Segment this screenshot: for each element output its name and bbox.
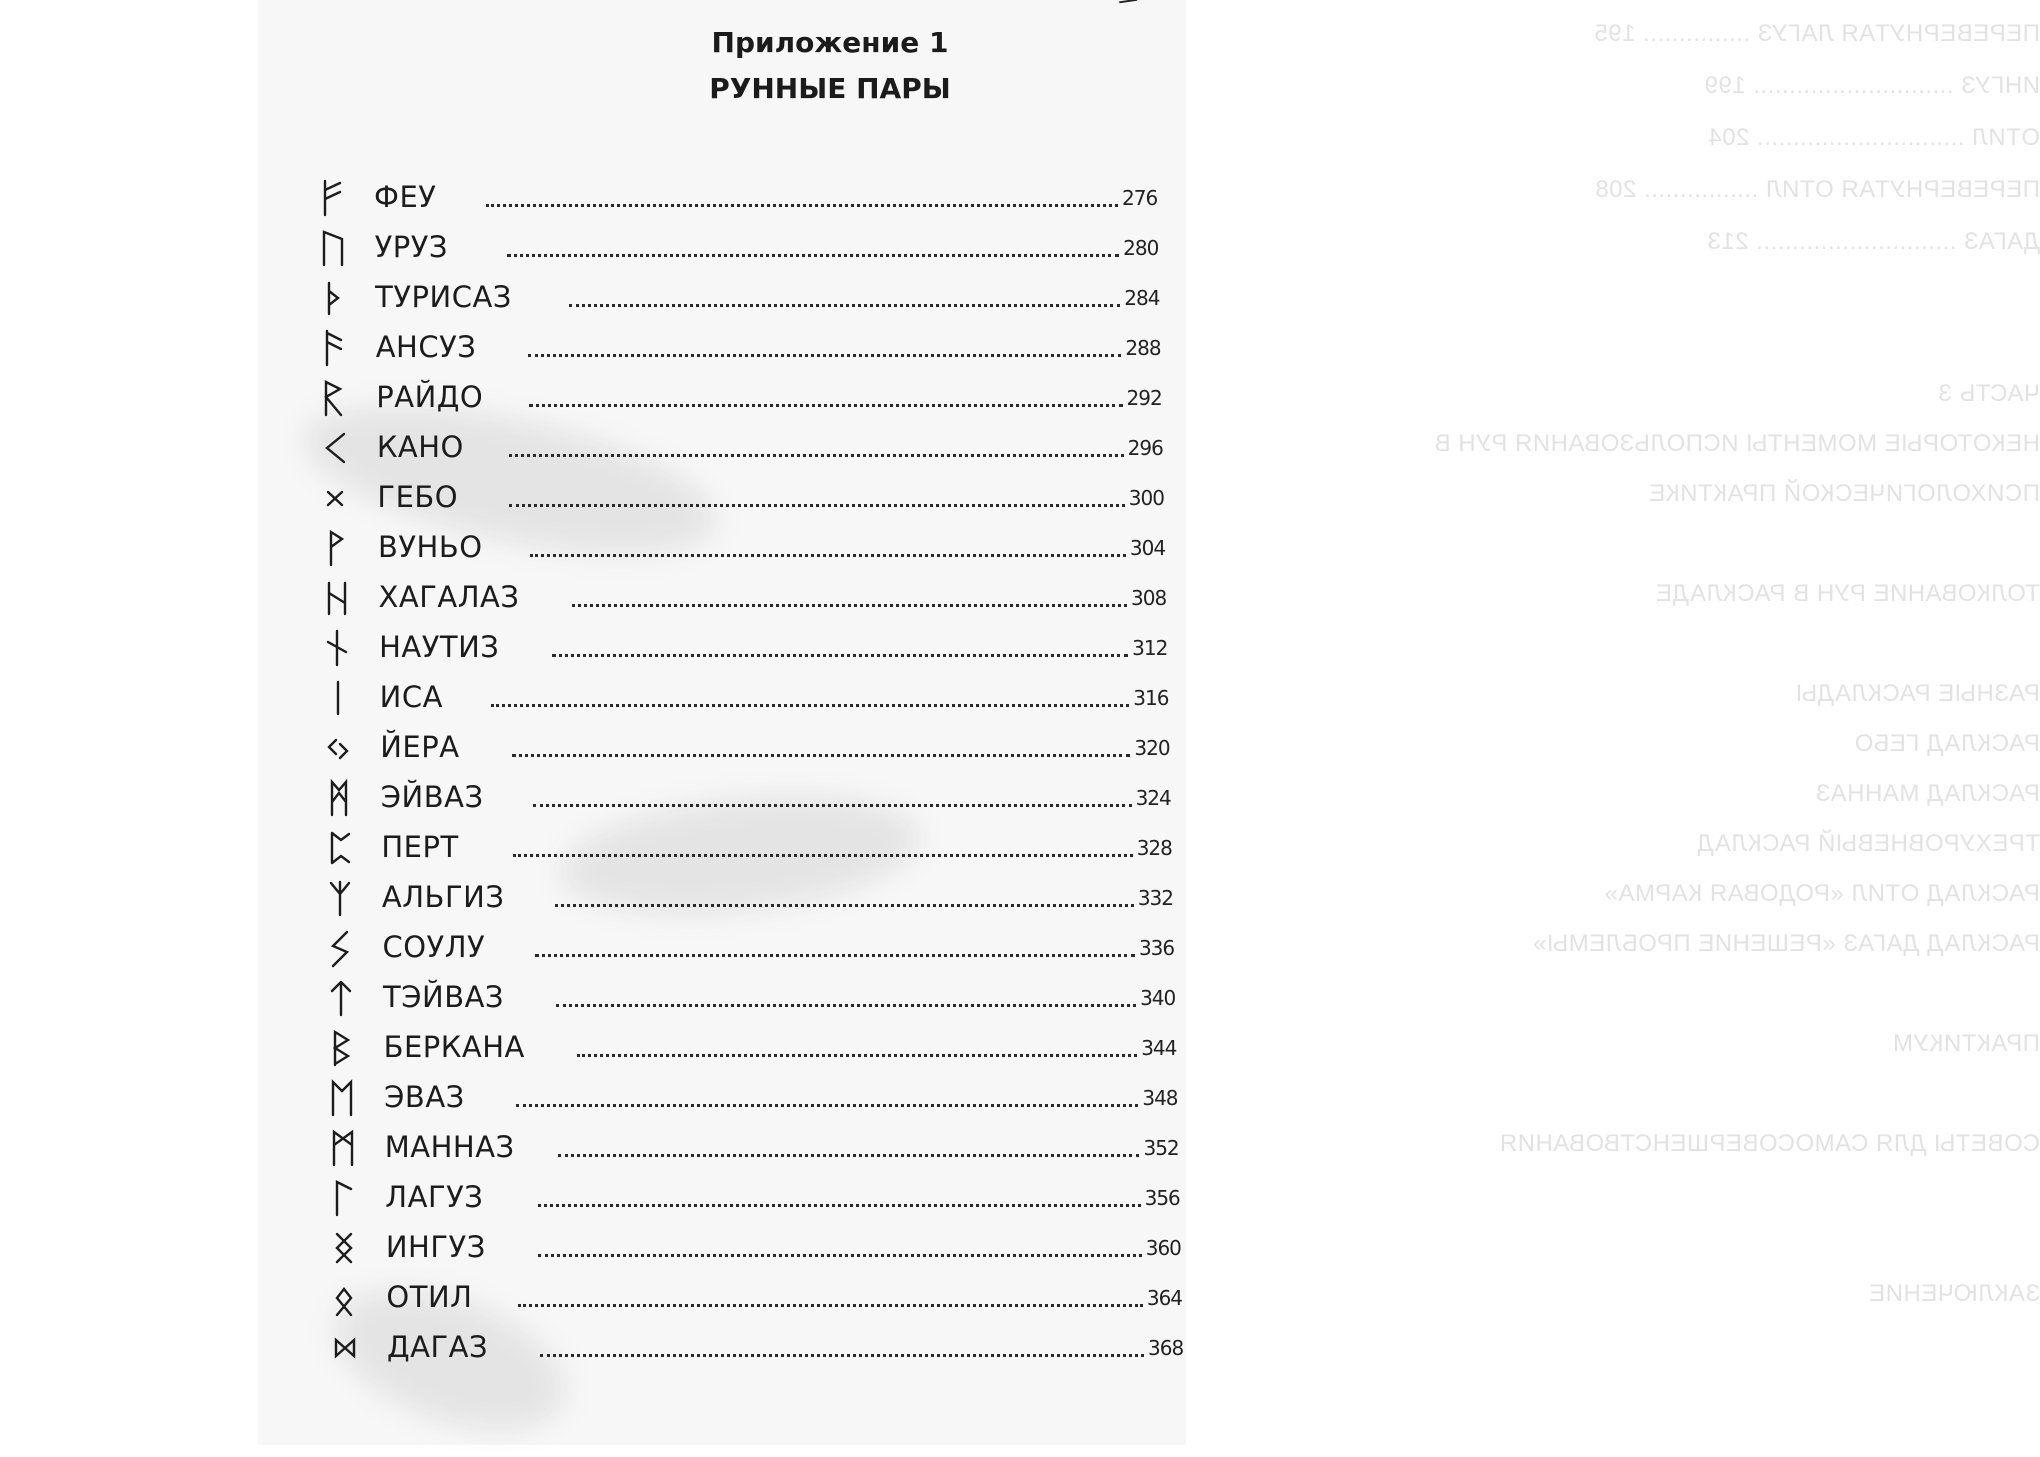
- uruz-rune-icon: [313, 228, 353, 268]
- page-number: 364: [1146, 1286, 1183, 1310]
- toc-entry: [314, 378, 1186, 418]
- dot-leader: [512, 752, 1130, 757]
- dagaz-rune-icon: [325, 1328, 365, 1368]
- toc-entry: [320, 928, 1198, 968]
- rune-name: ХАГАЛАЗ: [378, 580, 520, 614]
- dot-leader: [538, 1252, 1141, 1257]
- page-number: 368: [1148, 1336, 1184, 1360]
- rune-name: УРУЗ: [374, 230, 448, 264]
- bleed-through-text: ПЕРЕВЕРНУТАЯ ЛАГУЗ ............... 195 ИНГУЗ ............................ 199 ОТИЛ ............................. 204 ПЕРЕВЕРНУТАЯ ОТИЛ ................ 208 ДАГАЗ ............................ 213 ЧАСТЬ 3 НЕКОТОРЫЕ МОМЕНТЫ ИСПОЛЬЗОВАНИЯ РУН В ПСИХОЛОГИЧЕСКОЙ ПРАКТИКЕ ТОЛКОВАНИЕ РУН В РАСКЛАДЕ РАЗНЫЕ РАСКЛАДЫ РАСКЛАД ГЕБО РАСКЛАД МАННАЗ ТРЕХУРОВНЕВЫЙ РАСКЛАД РАСКЛАД ОТИЛ «РОДОВАЯ КАРМА» РАСКЛАД ДАГАЗ «РЕШЕНИЕ ПРОБЛЕМЫ» ПРАКТИКУМ СОВЕТЫ ДЛЯ САМОСОВЕРШЕНСТВОВАНИЯ ЗАКЛЮЧЕНИЕ: [1434, 20, 2040, 1307]
- appendix-label: Приложение 1: [711, 26, 949, 59]
- gebo-rune-icon: [315, 478, 355, 518]
- ehwaz-rune-icon: [322, 1078, 362, 1118]
- dot-leader: [577, 1052, 1137, 1057]
- page-number: 288: [1125, 336, 1161, 360]
- page-corner-rule: [1119, 0, 1139, 15]
- dot-leader: [569, 302, 1121, 307]
- toc-entry: [324, 1228, 1206, 1268]
- dot-leader: [572, 602, 1127, 607]
- toc-entry: [317, 578, 1192, 618]
- dot-leader: [507, 252, 1120, 257]
- dot-leader: [491, 702, 1129, 707]
- sowilo-rune-icon: [320, 928, 360, 968]
- rune-name: ИСА: [379, 680, 443, 714]
- tiwaz-rune-icon: [321, 978, 361, 1018]
- rune-name: ТУРИСАЗ: [375, 280, 512, 314]
- rune-name: СОУЛУ: [382, 930, 486, 964]
- dot-leader: [509, 502, 1124, 507]
- nauthiz-rune-icon: [317, 628, 357, 668]
- thurisaz-rune-icon: [313, 278, 353, 318]
- toc-entry: [323, 1178, 1204, 1218]
- rune-name: ЛАГУЗ: [385, 1180, 484, 1214]
- toc-entry: [312, 178, 1182, 218]
- fehu-rune-icon: [312, 178, 352, 218]
- page-number: 280: [1123, 236, 1159, 260]
- rune-name: ЭВАЗ: [384, 1080, 465, 1114]
- toc-entry: [319, 778, 1196, 818]
- rune-name: РАЙДО: [376, 380, 484, 414]
- rune-name: ДАГАЗ: [387, 1330, 489, 1364]
- page-number: 284: [1124, 286, 1160, 310]
- page-number: 316: [1133, 686, 1169, 710]
- dot-leader: [518, 1302, 1142, 1307]
- rune-name: ОТИЛ: [386, 1280, 473, 1314]
- page-header: [380, 20, 1280, 112]
- page-number: 292: [1126, 386, 1162, 410]
- laguz-rune-icon: [323, 1178, 363, 1218]
- rune-name: ИНГУЗ: [385, 1230, 486, 1264]
- toc-entry: [314, 328, 1186, 368]
- dot-leader: [513, 852, 1132, 857]
- page-number: 320: [1134, 736, 1170, 760]
- toc-entry: [318, 678, 1194, 718]
- dot-leader: [540, 1352, 1145, 1357]
- eihwaz-rune-icon: [319, 778, 359, 818]
- dot-leader: [535, 952, 1135, 957]
- toc-entry: [320, 878, 1198, 918]
- toc-entry: [321, 978, 1200, 1018]
- ansuz-rune-icon: [314, 328, 354, 368]
- jera-rune-icon: [318, 728, 358, 768]
- dot-leader: [556, 1002, 1136, 1007]
- ingwaz-rune-icon: [324, 1228, 364, 1268]
- algiz-rune-icon: [320, 878, 360, 918]
- page-number: 336: [1138, 936, 1175, 960]
- toc-entry: [324, 1278, 1206, 1318]
- toc-entry: [316, 528, 1190, 568]
- page-number: 344: [1141, 1036, 1177, 1060]
- page-number: 340: [1140, 986, 1176, 1010]
- rune-name: ЭЙВАЗ: [380, 780, 484, 814]
- dot-leader: [558, 1152, 1140, 1157]
- mannaz-rune-icon: [323, 1128, 363, 1168]
- rune-name: АЛЬГИЗ: [381, 880, 505, 914]
- page-number: 328: [1136, 836, 1172, 860]
- page-number: 276: [1122, 186, 1158, 210]
- page-number: 324: [1135, 786, 1171, 810]
- rune-name: БЕРКАНА: [383, 1030, 525, 1064]
- section-title: РУННЫЕ ПАРЫ: [709, 72, 951, 105]
- toc-entry: [315, 428, 1188, 468]
- toc-entry: [325, 1328, 1208, 1368]
- rune-name: ФЕУ: [374, 180, 437, 214]
- rune-name: ГЕБО: [377, 480, 459, 514]
- toc-entry: [319, 828, 1196, 868]
- dot-leader: [530, 552, 1125, 557]
- dot-leader: [552, 652, 1128, 657]
- dot-leader: [555, 902, 1134, 907]
- dot-leader: [529, 402, 1123, 407]
- dot-leader: [509, 452, 1124, 457]
- dot-leader: [533, 802, 1131, 807]
- toc-entry: [313, 228, 1184, 268]
- toc-entry: [323, 1128, 1204, 1168]
- hagalaz-rune-icon: [317, 578, 357, 618]
- rune-name: ТЭЙВАЗ: [383, 980, 505, 1014]
- toc-entry: [317, 628, 1192, 668]
- raidho-rune-icon: [314, 378, 354, 418]
- page-number: 348: [1142, 1086, 1178, 1110]
- page-number: 360: [1145, 1236, 1181, 1260]
- wunjo-rune-icon: [316, 528, 356, 568]
- dot-leader: [486, 202, 1119, 207]
- toc-entry: [313, 278, 1184, 318]
- page-number: 356: [1144, 1186, 1180, 1210]
- toc-entry: [322, 1078, 1202, 1118]
- rune-name: ПЕРТ: [381, 830, 459, 864]
- page-number: 308: [1131, 586, 1167, 610]
- page-number: 300: [1128, 486, 1164, 510]
- rune-name: КАНО: [376, 430, 464, 464]
- page-number: 296: [1127, 436, 1163, 460]
- toc-entry: [315, 478, 1188, 518]
- page-number: 312: [1132, 636, 1168, 660]
- page-number: 352: [1143, 1136, 1179, 1160]
- dot-leader: [516, 1102, 1138, 1107]
- rune-name: МАННАЗ: [384, 1130, 515, 1164]
- rune-name: АНСУЗ: [375, 330, 477, 364]
- page-number: 332: [1137, 886, 1173, 910]
- rune-name: ВУНЬО: [377, 530, 483, 564]
- toc-entry: [318, 728, 1194, 768]
- toc-entry: [322, 1028, 1202, 1068]
- rune-name: ЙЕРА: [380, 730, 460, 764]
- rune-name: НАУТИЗ: [379, 630, 500, 664]
- dot-leader: [528, 352, 1121, 357]
- perthro-rune-icon: [319, 828, 359, 868]
- dot-leader: [538, 1202, 1141, 1207]
- isa-rune-icon: [318, 678, 358, 718]
- page-number: 304: [1129, 536, 1166, 560]
- berkano-rune-icon: [322, 1028, 362, 1068]
- kano-rune-icon: [315, 428, 355, 468]
- othala-rune-icon: [324, 1278, 364, 1318]
